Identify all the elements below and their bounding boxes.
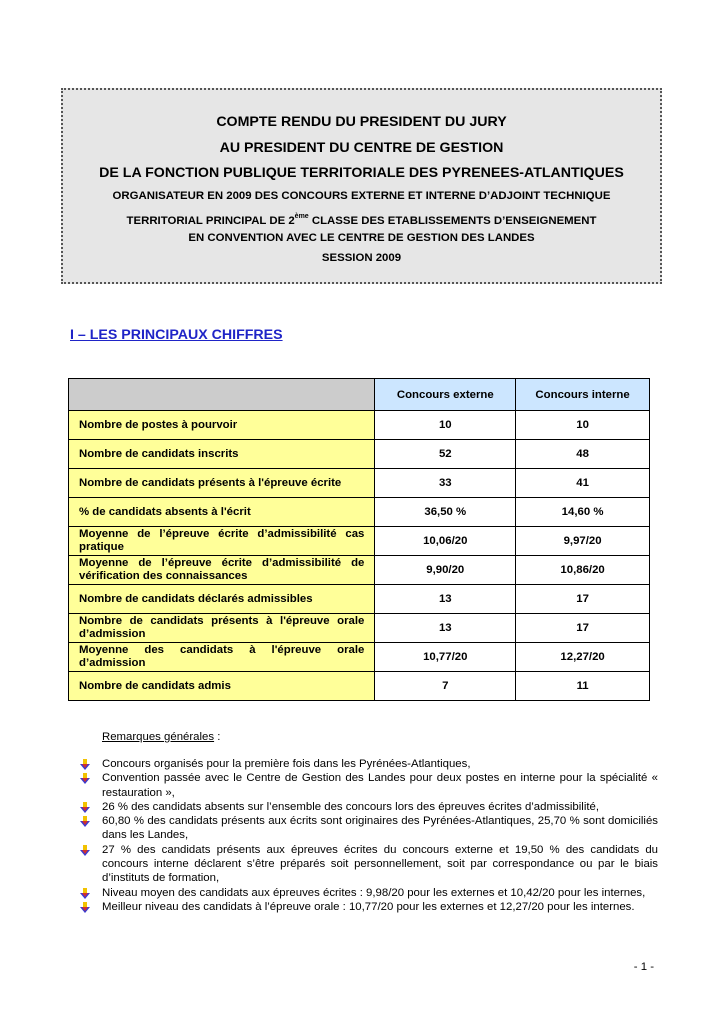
list-item: 60,80 % des candidats présents aux écrits sont originaires des Pyrénées-Atlantiques, 25,70 % sont domiciliés dans les Landes, (80, 814, 658, 843)
value-interne: 41 (516, 469, 650, 498)
remarks-heading: Remarques générales : (102, 731, 221, 743)
row-label: Nombre de candidats admis (69, 672, 375, 701)
value-externe: 10,06/20 (375, 527, 516, 556)
table-row (69, 643, 650, 672)
table-row (69, 556, 650, 585)
value-externe: 9,90/20 (375, 556, 516, 585)
table-row (69, 527, 650, 556)
list-item: Concours organisés pour la première fois dans les Pyrénées-Atlantiques, (80, 757, 658, 771)
row-label: Nombre de candidats présents à l'épreuve écrite (69, 469, 375, 498)
header-line-4: ORGANISATEUR EN 2009 DES CONCOURS EXTERNE ET INTERNE D’ADJOINT TECHNIQUE (112, 190, 611, 202)
value-interne: 48 (516, 440, 650, 469)
row-label: % de candidats absents à l'écrit (69, 498, 375, 527)
value-externe: 33 (375, 469, 516, 498)
column-header-externe: Concours externe (375, 379, 516, 411)
value-externe: 10,77/20 (375, 643, 516, 672)
row-label: Moyenne des candidats à l'épreuve orale d’admission (69, 643, 375, 672)
header-line-1: COMPTE RENDU DU PRESIDENT DU JURY (216, 114, 507, 130)
header-line-2: AU PRESIDENT DU CENTRE DE GESTION (219, 140, 504, 156)
list-item: 26 % des candidats absents sur l’ensemble des concours lors des épreuves écrites d’admissibilité, (80, 800, 658, 814)
header-line-3: DE LA FONCTION PUBLIQUE TERRITORIALE DES PYRENEES-ATLANTIQUES (99, 165, 624, 181)
list-item: 27 % des candidats présents aux épreuves écrites du concours externe et 19,50 % des candidats du concours interne déclarent s’être préparés soit personnellement, soit par correspondance ou par le biais d’instituts de formation, (80, 843, 658, 886)
table-header-row (69, 379, 650, 411)
value-interne: 17 (516, 585, 650, 614)
value-externe: 36,50 % (375, 498, 516, 527)
list-item: Niveau moyen des candidats aux épreuves écrites : 9,98/20 pour les externes et 10,42/20 pour les internes, (80, 886, 658, 900)
arrow-down-bullet-icon (80, 902, 90, 913)
arrow-down-bullet-icon (80, 845, 90, 856)
list-item: Convention passée avec le Centre de Gestion des Landes pour deux postes en interne pour la spécialité « restauration », (80, 771, 658, 800)
value-interne: 12,27/20 (516, 643, 650, 672)
value-interne: 10 (516, 411, 650, 440)
report-header-box (61, 88, 662, 284)
key-figures-table (68, 378, 650, 701)
value-interne: 14,60 % (516, 498, 650, 527)
value-externe: 10 (375, 411, 516, 440)
value-externe: 13 (375, 614, 516, 643)
column-header-interne: Concours interne (516, 379, 650, 411)
value-interne: 17 (516, 614, 650, 643)
table-row (69, 585, 650, 614)
row-label: Moyenne de l’épreuve écrite d’admissibilité de vérification des connaissances (69, 556, 375, 585)
value-externe: 13 (375, 585, 516, 614)
page-number: - 1 - (633, 961, 654, 973)
table-row (69, 672, 650, 701)
remarks-list (80, 757, 658, 914)
header-line-6: EN CONVENTION AVEC LE CENTRE DE GESTION DES LANDES (188, 232, 535, 244)
table-header-blank (69, 379, 375, 411)
table-row (69, 614, 650, 643)
header-line-7: SESSION 2009 (321, 252, 402, 264)
table-row (69, 411, 650, 440)
value-interne: 11 (516, 672, 650, 701)
value-interne: 9,97/20 (516, 527, 650, 556)
arrow-down-bullet-icon (80, 759, 90, 770)
table-row (69, 469, 650, 498)
arrow-down-bullet-icon (80, 773, 90, 784)
row-label: Nombre de candidats déclarés admissibles (69, 585, 375, 614)
table-row (69, 440, 650, 469)
value-externe: 7 (375, 672, 516, 701)
section-title: I – LES PRINCIPAUX CHIFFRES (70, 327, 283, 343)
arrow-down-bullet-icon (80, 816, 90, 827)
arrow-down-bullet-icon (80, 802, 90, 813)
row-label: Nombre de candidats inscrits (69, 440, 375, 469)
row-label: Nombre de postes à pourvoir (69, 411, 375, 440)
arrow-down-bullet-icon (80, 888, 90, 899)
value-externe: 52 (375, 440, 516, 469)
row-label: Moyenne de l’épreuve écrite d’admissibilité cas pratique (69, 527, 375, 556)
header-line-5: TERRITORIAL PRINCIPAL DE 2ème CLASSE DES ETABLISSEMENTS D’ENSEIGNEMENT (126, 213, 597, 227)
list-item: Meilleur niveau des candidats à l’épreuve orale : 10,77/20 pour les externes et 12,27/20 pour les internes. (80, 900, 658, 914)
row-label: Nombre de candidats présents à l'épreuve orale d’admission (69, 614, 375, 643)
value-interne: 10,86/20 (516, 556, 650, 585)
table-row (69, 498, 650, 527)
